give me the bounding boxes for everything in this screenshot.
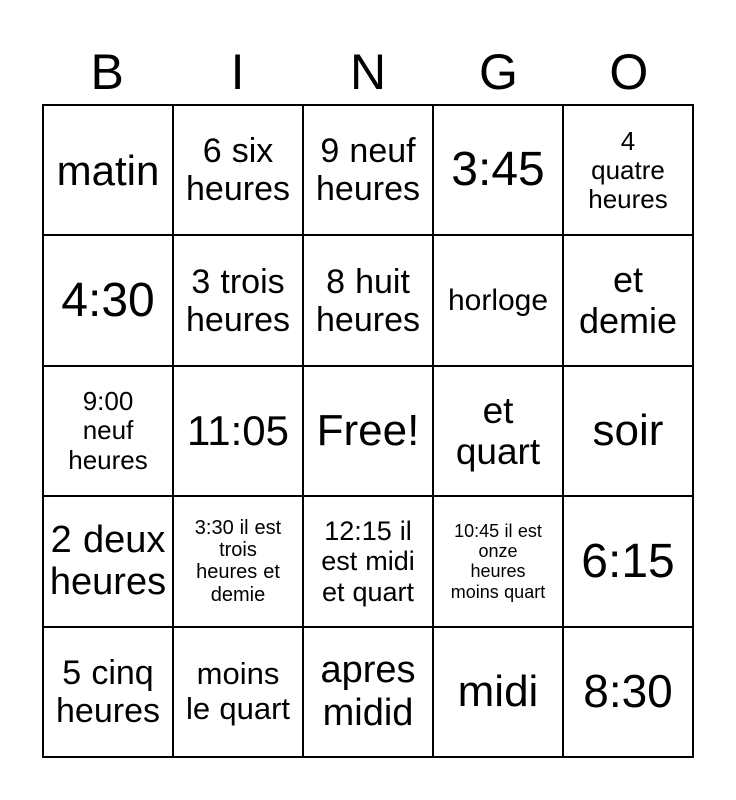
bingo-cell-r4c1[interactable]: [43, 496, 173, 626]
bingo-cell-text: 2 deux heures: [49, 518, 167, 604]
bingo-title-letter-i: I: [230, 44, 245, 100]
bingo-cell-r4c3[interactable]: [303, 496, 433, 626]
bingo-cell-r2c3[interactable]: [303, 235, 433, 365]
bingo-cell-text: 11:05: [187, 407, 289, 455]
bingo-cell-text: horloge: [447, 283, 549, 317]
bingo-cell-r5c4[interactable]: [433, 627, 563, 757]
bingo-cell-r5c5[interactable]: [563, 627, 693, 757]
bingo-cell-r5c1[interactable]: [43, 627, 173, 757]
bingo-cell-r2c1[interactable]: [43, 235, 173, 365]
bingo-cell-text: apres midid: [320, 649, 416, 734]
bingo-cell-text: 8:30: [583, 665, 673, 718]
bingo-cell-r1c1[interactable]: [43, 105, 173, 235]
bingo-cell-text: 10:45 il est onze heures moins quart: [450, 521, 546, 602]
bingo-cell-r1c2[interactable]: [173, 105, 303, 235]
bingo-cell-text: 9:00 neuf heures: [68, 386, 148, 475]
bingo-cell-free[interactable]: [303, 366, 433, 496]
bingo-title-letter-n: N: [349, 44, 387, 100]
bingo-cell-r1c5[interactable]: [563, 105, 693, 235]
bingo-cell-r2c5[interactable]: [563, 235, 693, 365]
bingo-cell-text: 6 six heures: [186, 132, 290, 209]
bingo-cell-r1c3[interactable]: [303, 105, 433, 235]
bingo-cell-r1c4[interactable]: [433, 105, 563, 235]
bingo-cell-text: et demie: [578, 259, 678, 341]
bingo-cell-text: 6:15: [581, 534, 675, 588]
bingo-cell-text: 3:45: [451, 143, 545, 197]
bingo-cell-text: matin: [56, 146, 160, 194]
bingo-cell-text: midi: [457, 667, 539, 717]
bingo-card-grid: [42, 104, 694, 758]
bingo-cell-text: Free!: [316, 406, 420, 456]
bingo-cell-text: moins le quart: [185, 656, 291, 726]
bingo-cell-r5c2[interactable]: [173, 627, 303, 757]
bingo-cell-text: 4:30: [61, 273, 155, 327]
bingo-cell-r5c3[interactable]: [303, 627, 433, 757]
bingo-cell-r4c4[interactable]: [433, 496, 563, 626]
bingo-cell-text: 3 trois heures: [186, 262, 290, 339]
bingo-title-letter-g: G: [478, 44, 518, 100]
bingo-cell-r3c4[interactable]: [433, 366, 563, 496]
bingo-cell-text: soir: [592, 406, 664, 456]
bingo-cell-r3c2[interactable]: [173, 366, 303, 496]
bingo-cell-text: 9 neuf heures: [316, 132, 420, 209]
bingo-cell-r4c5[interactable]: [563, 496, 693, 626]
bingo-cell-text: 5 cinq heures: [56, 653, 160, 730]
bingo-cell-text: 4 quatre heures: [588, 125, 668, 214]
bingo-cell-r4c2[interactable]: [173, 496, 303, 626]
bingo-cell-r3c5[interactable]: [563, 366, 693, 496]
bingo-title-letter-o: O: [609, 44, 649, 100]
bingo-cell-r2c2[interactable]: [173, 235, 303, 365]
bingo-cell-r2c4[interactable]: [433, 235, 563, 365]
bingo-cell-r3c1[interactable]: [43, 366, 173, 496]
bingo-title-letter-b: B: [90, 44, 124, 100]
bingo-cell-text: et quart: [455, 389, 541, 472]
bingo-title: [42, 44, 694, 100]
bingo-cell-text: 12:15 il est midi et quart: [321, 516, 415, 607]
bingo-cell-text: 8 huit heures: [316, 262, 420, 339]
bingo-cell-text: 3:30 il est trois heures et demie: [194, 516, 282, 606]
